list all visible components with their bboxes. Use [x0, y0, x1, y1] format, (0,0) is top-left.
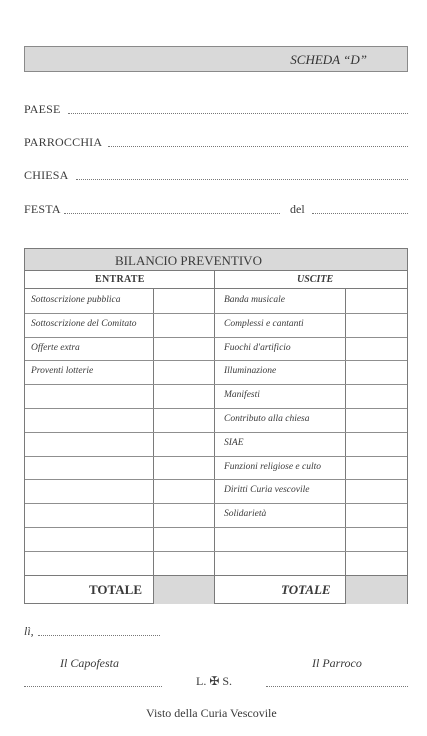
festa-field[interactable] — [24, 202, 408, 218]
del-fill-line[interactable] — [312, 213, 408, 214]
festa-label: FESTA — [24, 202, 61, 216]
parrocchia-label: PARROCCHIA — [24, 135, 103, 149]
parrocchia-fill-line[interactable] — [108, 146, 408, 147]
table-row-separator — [25, 313, 407, 314]
totale-left-divider — [153, 576, 154, 604]
parroco-signature-line[interactable] — [266, 686, 408, 687]
paese-label: PAESE — [24, 102, 61, 116]
totale-right-label: TOTALE — [281, 582, 331, 597]
entrate-header: ENTRATE — [95, 274, 145, 285]
entrate-row-label: Proventi lotterie — [31, 366, 94, 377]
capofesta-signature-line[interactable] — [24, 686, 162, 687]
scheda-label: SCHEDA “D” — [290, 52, 367, 67]
uscite-row-label: Illuminazione — [224, 366, 277, 377]
totale-right-divider — [345, 576, 346, 604]
entrate-row-label: Offerte extra — [31, 342, 80, 353]
uscite-row-label: Funzioni religiose e culto — [224, 461, 322, 472]
totale-row — [25, 575, 407, 603]
table-row-separator — [25, 337, 407, 338]
entrate-row-label: Sottoscrizione pubblica — [31, 295, 121, 305]
bilancio-title-bar — [25, 249, 407, 271]
table-row-separator — [25, 408, 407, 409]
uscite-row-label: SIAE — [224, 437, 244, 448]
table-row-separator — [25, 456, 407, 457]
center-divider — [214, 271, 215, 603]
del-label: del — [290, 202, 305, 216]
table-row-separator — [25, 551, 407, 552]
totale-left-amount-cell[interactable] — [153, 576, 214, 604]
paese-fill-line[interactable] — [68, 113, 408, 114]
parrocchia-field[interactable] — [24, 135, 408, 151]
visto-curia: Visto della Curia Vescovile — [146, 706, 277, 720]
column-headers — [25, 271, 407, 289]
uscite-row-label: Manifesti — [224, 390, 260, 401]
entrate-row-label: Sottoscrizione del Comitato — [31, 318, 137, 329]
table-row-separator — [25, 503, 407, 504]
uscite-row-label: Diritti Curia vescovile — [224, 485, 310, 496]
bilancio-title: BILANCIO PREVENTIVO — [115, 253, 262, 268]
chiesa-fill-line[interactable] — [76, 179, 408, 180]
uscite-header: USCITE — [297, 274, 334, 285]
chiesa-field[interactable] — [24, 168, 408, 184]
uscite-row-label: Solidarietà — [224, 509, 267, 520]
table-row-separator — [25, 384, 407, 385]
paese-field[interactable] — [24, 102, 408, 118]
uscite-row-label: Complessi e cantanti — [224, 318, 304, 329]
li-fill-line[interactable] — [38, 635, 160, 636]
chiesa-label: CHIESA — [24, 168, 69, 182]
uscite-row-label: Fuochi d'artificio — [224, 342, 291, 353]
capofesta-label: Il Capofesta — [60, 656, 119, 670]
table-row-separator — [25, 479, 407, 480]
table-row-separator — [25, 527, 407, 528]
uscite-row-label: Banda musicale — [224, 295, 285, 305]
scheda-header-bar — [24, 46, 408, 72]
totale-left-label: TOTALE — [89, 582, 142, 597]
locus-sigilli: L. ✠ S. — [196, 674, 233, 688]
festa-fill-line[interactable] — [64, 213, 280, 214]
table-row-separator — [25, 432, 407, 433]
li-label: lì, — [24, 624, 34, 638]
bilancio-table — [24, 248, 408, 604]
table-row-separator — [25, 360, 407, 361]
totale-right-amount-cell[interactable] — [345, 576, 407, 604]
parroco-label: Il Parroco — [312, 656, 362, 670]
uscite-row-label: Contributo alla chiesa — [224, 414, 310, 424]
